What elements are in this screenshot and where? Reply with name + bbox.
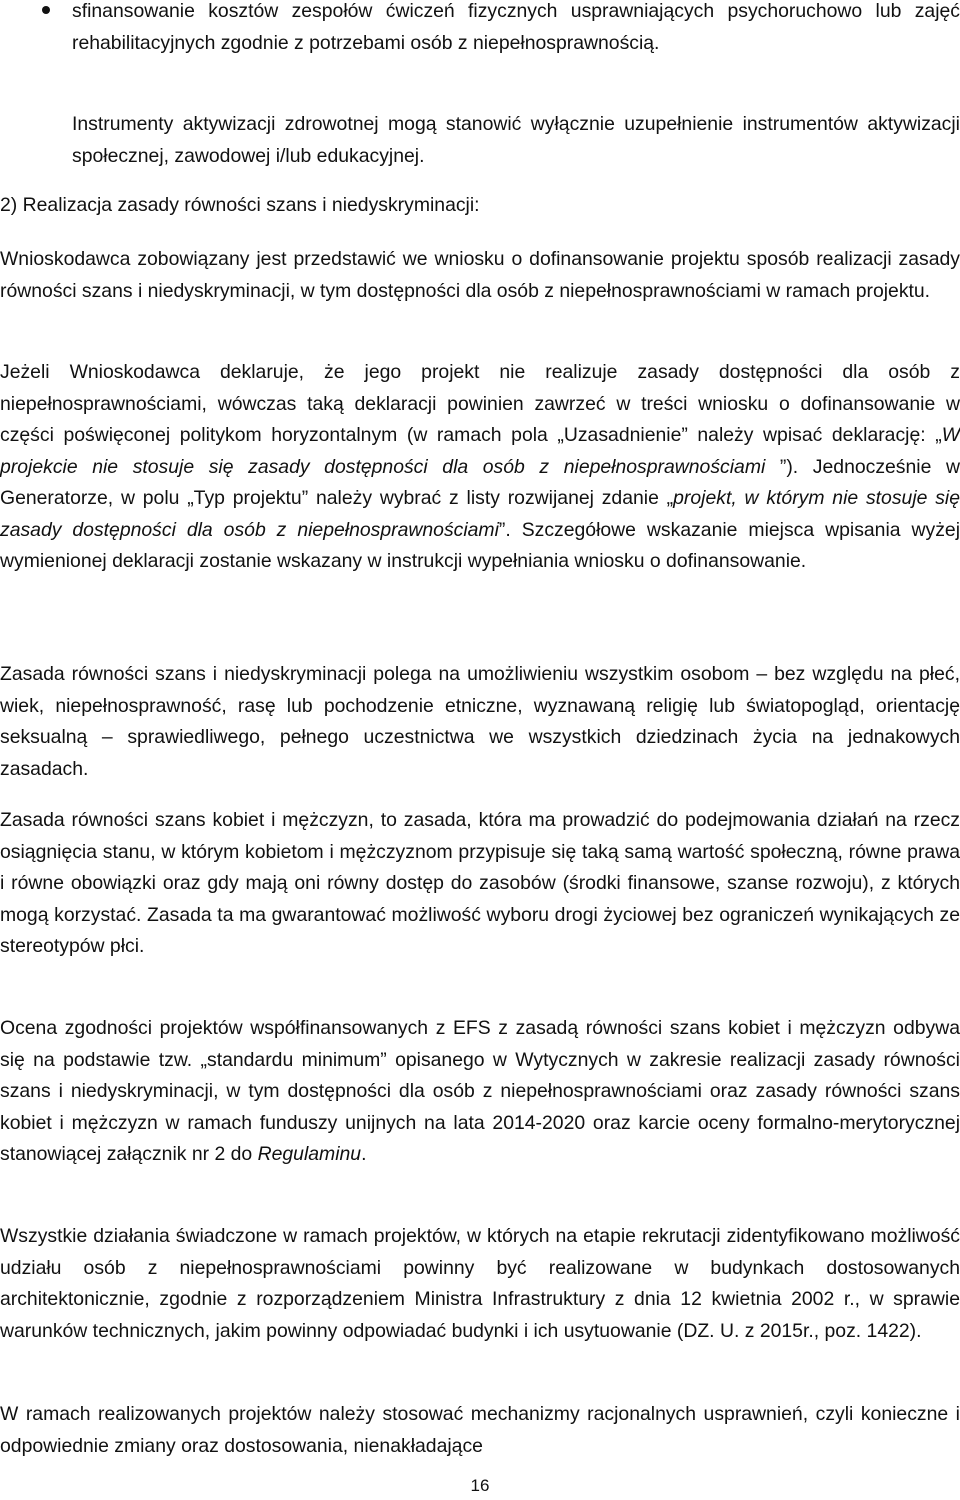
paragraph-text: Jeżeli Wnioskodawca deklaruje, że jego projekt nie realizuje zasady dostępności dla osób z niepełnosprawnościami, wówczas taką deklaracji powinien zawrzeć w treści wniosku o dofinansowanie w części poświęconej politykom horyzontalnym (w ramach pola „Uzasadnienie” należy wpisać deklarację: „ bbox=[0, 361, 960, 446]
paragraph-text: . bbox=[361, 1143, 367, 1165]
paragraph-accessible-buildings: Wszystkie działania świadczone w ramach projektów, w których na etapie rekrutacji zidentyfikowano możliwość udziału osób z niepełnosprawnościami powinny być realizowane w budynkach dostosowanych architektonicznie, zgodnie z rozporządzeniem Ministra Infrastruktury z dnia 12 kwietnia 2002 r., w sprawie warunków technicznych, jakim powinny odpowiadać budynki i ich usytuowanie (DZ. U. z 2015r., poz. 1422). bbox=[0, 1225, 960, 1342]
paragraph-text: ”). Jednocześnie w Generatorze, w polu „Typ projektu” należy wybrać z listy rozwijanej zdanie „ bbox=[0, 455, 960, 509]
bullet-list-item bbox=[72, 0, 960, 59]
paragraph-minimum-standard bbox=[0, 1013, 960, 1171]
section-heading: 2) Realizacja zasady równości szans i niedyskryminacji: bbox=[0, 194, 480, 216]
paragraph-accessibility-declaration bbox=[0, 357, 960, 578]
paragraph-text: ”. Szczegółowe wskazanie miejsca wpisania wyżej wymienionej deklaracji zostanie wskazany w instrukcji wypełniania wniosku o dofinansowanie. bbox=[0, 518, 960, 572]
page-number: 16 bbox=[470, 1476, 490, 1495]
paragraph-gender-equality: Zasada równości szans kobiet i mężczyzn, to zasada, która ma prowadzić do podejmowania działań na rzecz osiągnięcia stanu, w którym kobietom i mężczyznom przypisuje się taką samą wartość społeczną, równe prawa i równe obowiązki oraz gdy mają oni równy dostęp do zasobów (środki finansowe, szanse rozwoju), z których mogą korzystać. Zasada ta ma gwarantować możliwość wyboru drogi życiowej bez ograniczeń wynikających ze stereotypów płci. bbox=[0, 809, 960, 957]
paragraph-italic-text: Regulaminu bbox=[257, 1143, 362, 1165]
paragraph-reasonable-accommodation: W ramach realizowanych projektów należy stosować mechanizmy racjonalnych usprawnień, czyli konieczne i odpowiednie zmiany oraz dostosowania, nienakładające bbox=[0, 1403, 960, 1457]
paragraph-italic-text: projekt, w którym nie stosuje się zasady dostępności dla osób z niepełnosprawnościami bbox=[0, 487, 960, 541]
paragraph-text: Ocena zgodności projektów współfinansowanych z EFS z zasadą równości szans kobiet i mężczyzn odbywa się na podstawie tzw. „standardu minimum” opisanego w Wytycznych w zakresie realizacji zasady równości szans i niedyskryminacji, w tym dostępności dla osób z niepełnosprawnościami oraz zasady równości szans kobiet i mężczyzn w ramach funduszy unijnych na lata 2014-2020 oraz karcie oceny formalno-merytorycznej stanowiącej załącznik nr 2 do bbox=[0, 1017, 960, 1165]
paragraph-applicant-obligation: Wnioskodawca zobowiązany jest przedstawić we wniosku o dofinansowanie projektu sposób realizacji zasady równości szans i niedyskryminacji, w tym dostępności dla osób z niepełnosprawnościami w ramach projektu. bbox=[0, 248, 960, 302]
paragraph-equal-opportunities: Zasada równości szans i niedyskryminacji polega na umożliwieniu wszystkim osobom – bez względu na płeć, wiek, niepełnosprawność, rasę lub pochodzenie etniczne, wyznawaną religię lub światopogląd, orientację seksualną – sprawiedliwego, pełnego uczestnictwa we wszystkich dziedzinach życia na jednakowych zasadach. bbox=[0, 663, 960, 780]
instruments-paragraph: Instrumenty aktywizacji zdrowotnej mogą stanowić wyłącznie uzupełnienie instrumentów aktywizacji społecznej, zawodowej i/lub edukacyjnej. bbox=[72, 113, 960, 167]
bullet-text: sfinansowanie kosztów zespołów ćwiczeń fizycznych usprawniających psychoruchowo lub zajęć rehabilitacyjnych zgodnie z potrzebami osób z niepełnosprawnością. bbox=[72, 0, 960, 54]
paragraph-italic-text: W projekcie nie stosuje się zasady dostępności dla osób z niepełnosprawnościami bbox=[0, 424, 960, 478]
bullet-icon bbox=[42, 6, 50, 14]
